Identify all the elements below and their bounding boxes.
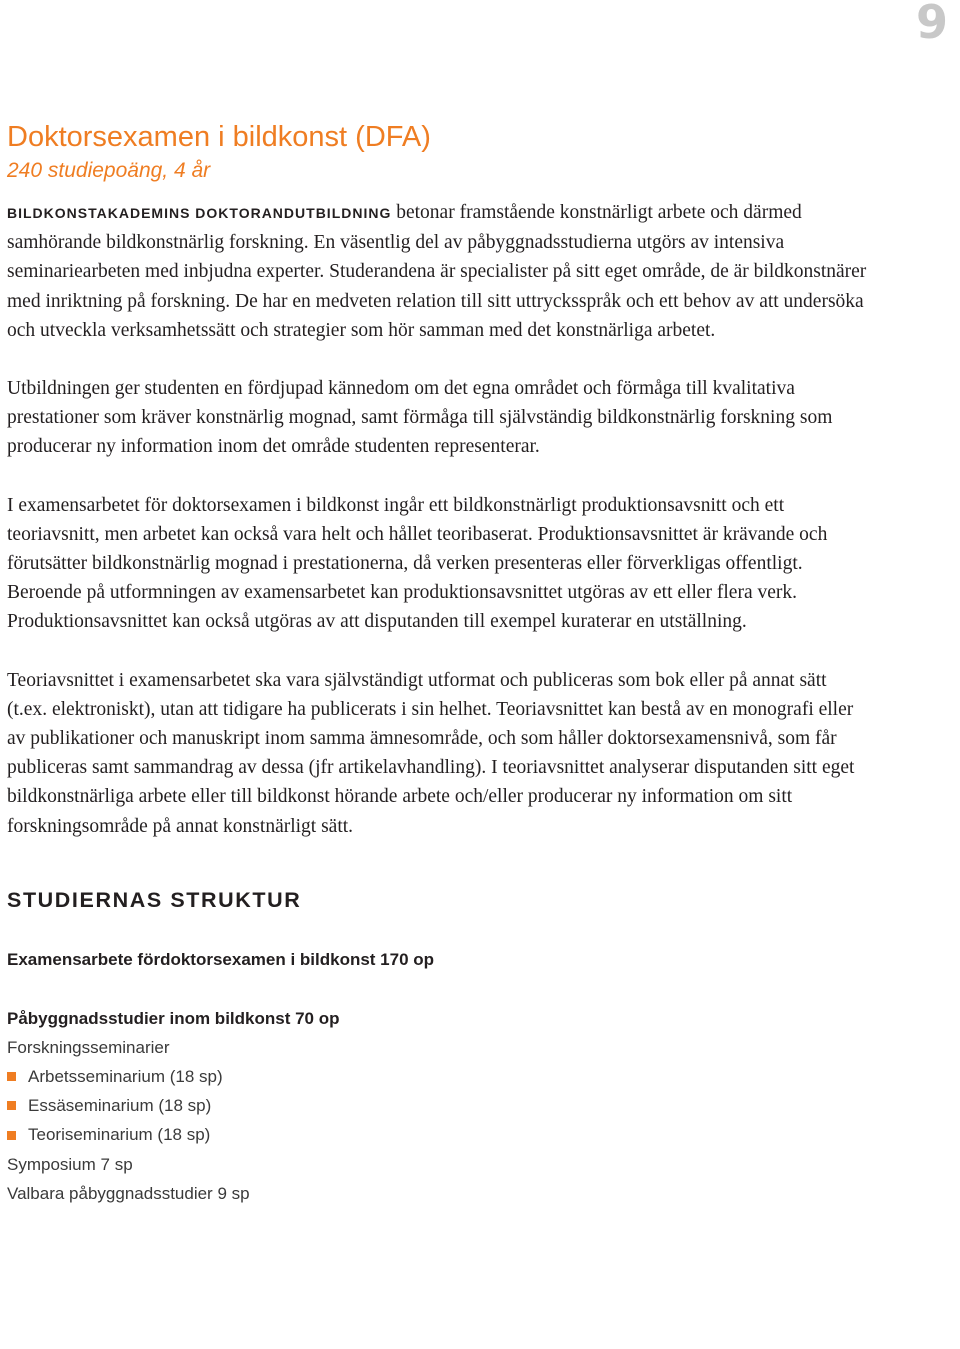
list-item <box>7 1062 867 1091</box>
exam-heading: Examensarbete fördoktorsexamen i bildkonst 170 op <box>7 949 435 969</box>
intro-lead: BILDKONSTAKADEMINS DOKTORANDUTBILDNING <box>7 205 392 221</box>
symposium-line: Symposium 7 sp <box>7 1154 133 1174</box>
page-title: Doktorsexamen i bildkonst (DFA) <box>7 121 431 153</box>
pab-heading: Påbyggnadsstudier inom bildkonst 70 op <box>7 1008 340 1028</box>
seminars-label: Forskningsseminarier <box>7 1037 170 1057</box>
intro-paragraph <box>7 198 867 345</box>
page-subtitle: 240 studiepoäng, 4 år <box>7 159 211 182</box>
body-paragraph: Teoriavsnittet i examensarbetet ska vara självständigt utformat och publiceras som bok eller på annat sätt (t.ex. elektroniskt), utan att tidigare ha publicerats i sin helhet. Teoriavsnittet kan bestå av en monografi eller av publikationer och manuskript inom samma ämnesområde, och som håller doktorsexamensnivå, som får publiceras samt sammandrag av dessa (jfr artikelavhandling). I teoriavsnittet analyserar disputanden sitt eget bildkonstnärliga arbete eller till bildkonst hörande arbete och/eller producerar ny information om sitt forskningsområde på annat konstnärligt sätt. <box>7 669 855 837</box>
list-item <box>7 1091 867 1120</box>
page-content <box>7 118 867 1208</box>
square-bullet-icon <box>7 1072 16 1081</box>
seminar-list <box>7 1062 867 1150</box>
square-bullet-icon <box>7 1131 16 1140</box>
list-item-label: Teoriseminarium (18 sp) <box>28 1125 211 1145</box>
body-paragraph: I examensarbetet för doktorsexamen i bildkonst ingår ett bildkonstnärligt produktionsavsnitt och ett teoriavsnitt, men arbetet kan också vara helt och hållet teoribaserat. Produktionsavsnittet är krävande och förutsätter bildkonstnärlig mognad i prestationerna, då verken presenteras eller förverkligas offentligt. Beroende på utformningen av examensarbetet kan produktionsavsnittet utgöras av ett eller flera verk. Produktionsavsnittet kan också utgöras av att disputanden till exempel kuraterar en utställning. <box>7 494 828 633</box>
list-item-label: Essäseminarium (18 sp) <box>28 1096 212 1116</box>
electives-line: Valbara påbyggnadsstudier 9 sp <box>7 1183 250 1203</box>
square-bullet-icon <box>7 1101 16 1110</box>
list-item-label: Arbetsseminarium (18 sp) <box>28 1067 223 1087</box>
body-paragraph: Utbildningen ger studenten en fördjupad kännedom om det egna området och förmåga till kvalitativa prestationer som kräver konstnärlig mognad, samt förmåga till självständig bildkonstnärlig forskning som producerar ny information inom det område studenten representerar. <box>7 378 833 458</box>
list-item <box>7 1120 867 1149</box>
page-number: 9 <box>915 0 948 49</box>
intro-text: betonar framstående konstnärligt arbete och därmed samhörande bildkonstnärlig forskning. En väsentlig del av påbyggnadsstudierna utgörs av intensiva seminariearbeten med inbjudna experter. Studerandena är specialister på sitt eget område, de är bildkonstnärer med inriktning på forskning. De har en medveten relation till sitt uttrycksspråk och ett behov av att undersöka och utveckla verksamhetssätt och strategier som hör samman med det konstnärliga arbetet. <box>7 202 867 341</box>
section-heading: STUDIERNAS STRUKTUR <box>7 887 302 912</box>
